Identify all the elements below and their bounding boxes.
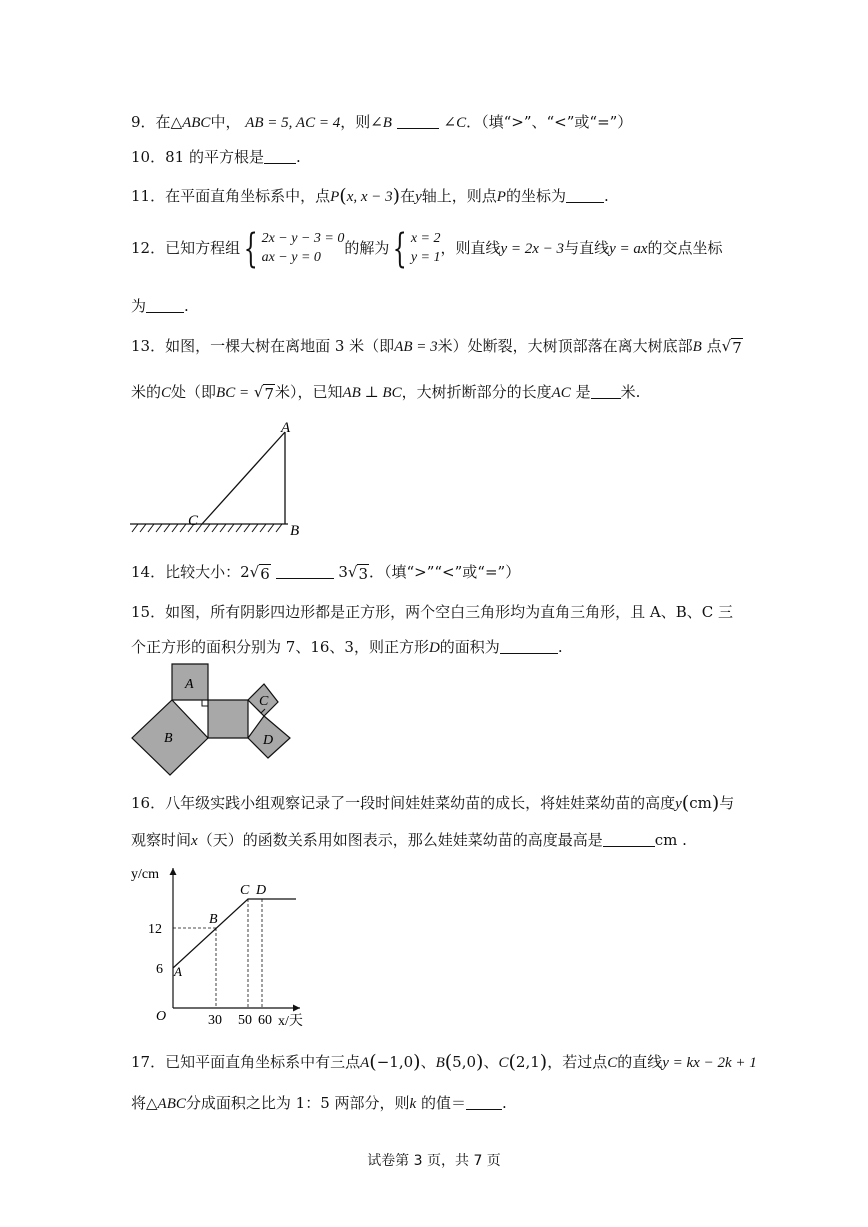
answer-blank [397,114,439,129]
x-tick-30: 30 [208,1013,222,1028]
question-17-cont: 将△ABC分成面积之比为 1：5 两部分，则k 的值＝ . [131,1094,507,1112]
question-14: 14．比较大小：2 √ 6 3 √ 3 ．（填“>”“<”或“=”） [131,563,521,583]
answer-blank [276,564,334,579]
question-12: 12．已知方程组 { 2x − y − 3 = 0 ax − y = 0 的解为 { x = 2 y = 1 ，则直线y = 2x − 3与直线y = ax的交点坐标 [131,225,723,272]
question-number: 15． [131,603,166,621]
question-9: 9．在△ABC中， AB = 5, AC = 4，则∠B ∠C．（填“>”、“<”或“=”） [131,113,633,131]
answer-blank [264,149,296,164]
ground-hatch [260,524,266,532]
ground-hatch [204,524,210,532]
question-13-cont: 米的C处（即BC = √ 7 米），已知AB ⊥ BC，大树折断部分的长度AC 是 米. [131,383,641,403]
ground-hatch [276,524,282,532]
point-label-c: C [188,513,199,529]
ground-hatch [268,524,274,532]
answer-blank [466,1095,502,1110]
growth-line [173,899,296,968]
right-angle-mark [202,700,208,706]
growth-graph [128,858,313,1038]
point-c: C [240,883,250,898]
answer-blank [603,832,655,847]
origin-label: O [156,1009,167,1024]
ground-hatch [252,524,258,532]
point-label-b: B [290,523,300,539]
ground-hatch [140,524,146,532]
ground-hatch [180,524,186,532]
x-tick-50: 50 [238,1013,252,1028]
answer-blank [591,384,621,399]
sqrt-7: √ 7 [721,337,742,357]
answer-blank [146,298,184,313]
ground-hatch [244,524,250,532]
point-d: D [256,883,267,898]
question-13: 13．如图，一棵大树在离地面 3 米（即AB = 3米）处断裂，大树顶部落在离大树底部B 点 √ 7 [131,337,742,357]
question-16: 16．八年级实践小组观察记录了一段时间娃娃菜幼苗的成长，将娃娃菜幼苗的高度y(cm)与 [131,792,735,814]
x-tick-60: 60 [258,1013,272,1028]
answer-blank [500,639,558,654]
broken-part-ac [202,432,285,524]
ground-hatch [164,524,170,532]
point-b: B [209,912,218,927]
question-number: 11． [131,187,166,205]
solution-system: { x = 2 y = 1 [393,225,441,272]
question-number: 16． [131,794,166,812]
ground-hatch [220,524,226,532]
page-footer: 试卷第 3 页，共 7 页 [367,1153,501,1169]
question-15-cont: 个正方形的面积分别为 7、16、3，则正方形D的面积为 . [131,638,563,656]
question-16-cont: 观察时间x（天）的函数关系用如图表示，那么娃娃菜幼苗的高度最高是 cm . [131,831,687,849]
question-12-cont: 为 . [131,297,189,315]
question-number: 9． [131,113,156,131]
answer-blank [566,188,604,203]
question-17: 17．已知平面直角坐标系中有三点A(−1,0)、B(5,0)、C(2,1)，若过点C的直线y = kx − 2k + 1 [131,1051,757,1073]
question-11: 11．在平面直角坐标系中，点P(x, x − 3)在y轴上，则点P的坐标为 . [131,185,609,207]
y-tick-12: 12 [148,922,162,937]
ground-hatch [132,524,138,532]
x-axis-label: x/天 [278,1014,303,1029]
label-b: B [164,731,173,746]
question-number: 17． [131,1053,166,1071]
ground-hatch [236,524,242,532]
ground-hatch [212,524,218,532]
squares-figure [128,660,298,778]
ground-hatch [156,524,162,532]
question-number: 13． [131,337,166,355]
y-tick-6: 6 [156,962,163,977]
question-10: 10．81 的平方根是 . [131,148,301,166]
question-15: 15．如图，所有阴影四边形都是正方形，两个空白三角形均为直角三角形，且 A、B、C 三 [131,603,733,621]
label-a: A [185,677,194,692]
ground-hatch [148,524,154,532]
tree-diagram [128,418,318,546]
sqrt-7: √ 7 [253,383,274,403]
point-label-a: A [281,420,291,436]
equation-system: { 2x − y − 3 = 0 ax − y = 0 [243,225,345,272]
question-number: 10． [131,148,166,166]
y-axis-label: y/cm [131,867,159,882]
label-d: D [263,733,274,748]
center-square [208,700,248,738]
ground-hatch [228,524,234,532]
ground-hatch [172,524,178,532]
question-number: 12． [131,238,166,257]
point-a: A [174,964,182,979]
question-number: 14． [131,563,166,581]
label-c: C [259,694,269,709]
